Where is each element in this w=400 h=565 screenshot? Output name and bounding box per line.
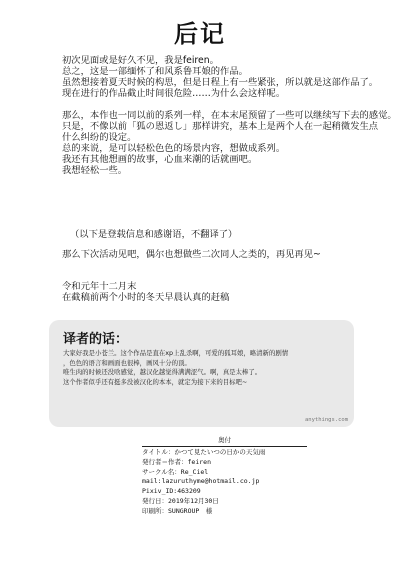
- watermark-text: anythings.com: [304, 417, 348, 423]
- translator-note-line: 大家好我是小苍兰。这个作品是直在xp上乱杀啊，可爱的狐耳娘，略清新的剧情: [63, 349, 289, 357]
- translator-notes-body: [63, 349, 348, 387]
- colophon: [142, 436, 307, 517]
- translator-note-line: ，色色的语言和画面也很棒，画风十分的顶。: [63, 358, 191, 367]
- colophon-mail-row: mail:lazuruthyme@hotmail.co.jp: [142, 477, 260, 486]
- afterword-line: 虽然想接着夏天时候的构思，但是日程上有一些紧张，所以就是这部作品了。: [62, 77, 379, 88]
- colophon-author-row: 発行者＝作者：feiren: [142, 457, 211, 466]
- date-line: 在截稿前两个小时的冬天早晨认真的赶稿: [62, 292, 230, 303]
- afterword-line: 那么，本作也一同以前的系列一样，在本末尾预留了一些可以继续写下去的感觉。: [62, 110, 397, 121]
- translation-notice: （以下是登载信息和感谢语，不翻译了）: [70, 229, 238, 240]
- colophon-header: 奥付: [218, 436, 231, 444]
- afterword-line: 总的来说，是可以轻松色色的场景内容，想做成系列。: [62, 143, 286, 154]
- date-signature: [62, 281, 229, 303]
- afterword-line: 总之，这是一部缅怀了和风系鲁耳娘的作品。: [62, 66, 248, 77]
- colophon-divider: [142, 446, 307, 447]
- colophon-title-row: タイトル：かつて見たいつの日かの天気雨: [142, 448, 266, 456]
- colophon-circle-row: サークル名：Re_Ciel: [142, 467, 209, 476]
- afterword-line: 我想轻松一些。: [62, 165, 128, 176]
- afterword-line: 初次见面或是好久不见，我是feiren。: [62, 55, 219, 66]
- colophon-pixiv-row: Pixiv_ID:463209: [142, 487, 201, 496]
- translator-notes-box: [49, 320, 354, 427]
- colophon-printer-row: 印刷所：SUNGROUP 様: [142, 506, 213, 515]
- closing-line: 那么下次活动见吧，偶尔也想做些二次同人之类的，再见再见~: [62, 249, 321, 260]
- page-title: 后记: [174, 20, 226, 48]
- translator-note-line: 这个作者似乎还有挺多没被汉化的本本，就定为接下来的目标吧~: [63, 377, 248, 386]
- afterword-line: 只是，不像以前「狐の恩返し」那样讲究，基本上是两个人在一起稍微发生点: [62, 121, 379, 132]
- afterword-line: 现在进行的作品截止时间很危险……为什么会这样呢。: [62, 88, 286, 99]
- translator-note-line: 唯生肉的时候还没啥感觉，越汉化越觉得满满涩气。啊，真是太棒了。: [63, 368, 262, 376]
- translator-notes-title: 译者的话：: [63, 332, 129, 347]
- date-line: 令和元年十二月末: [62, 281, 137, 292]
- colophon-date-row: 発行日：2019年12月30日: [142, 496, 219, 505]
- afterword-text: [62, 55, 397, 176]
- afterword-line: 什么纠纷的设定。: [62, 132, 137, 143]
- afterword-line: 我还有其他想画的故事，心血来潮的话就画吧。: [62, 154, 258, 165]
